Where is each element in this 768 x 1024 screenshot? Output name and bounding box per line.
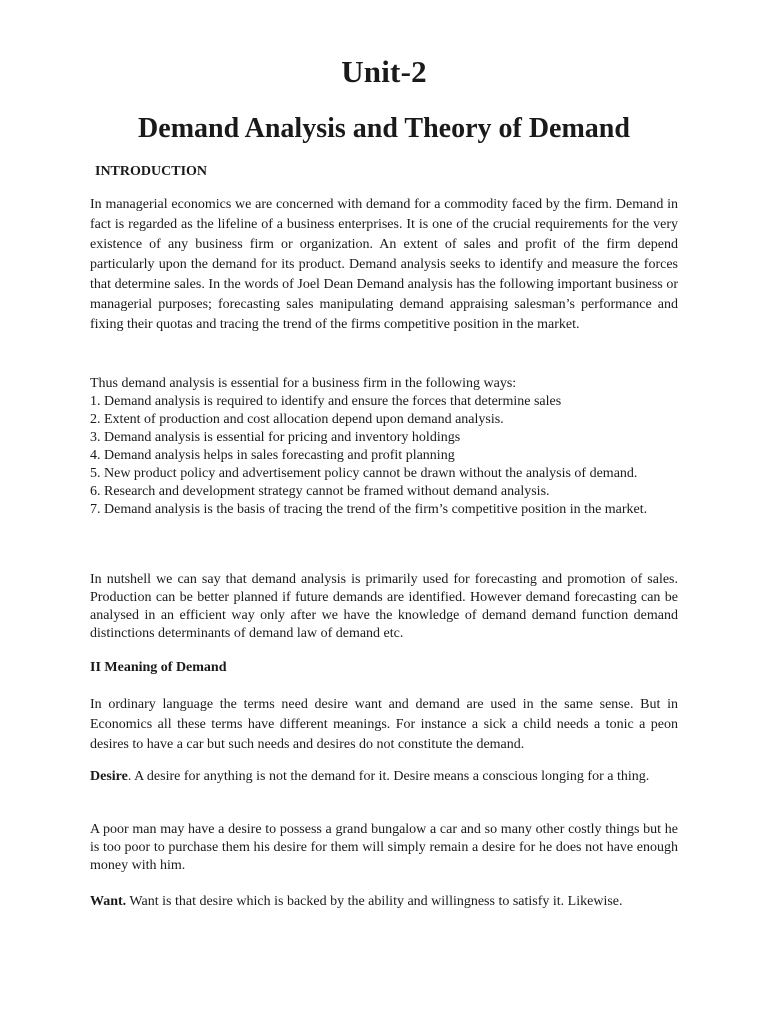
meaning-heading: II Meaning of Demand [90, 660, 227, 675]
nutshell-paragraph: In nutshell we can say that demand analysis is primarily used for forecasting and promotion of sales. Production can be better planned if future demands are identified. However demand forecasting can be analysed in an efficient way only after we have the knowledge of demand demand function demand distinctions determinants of demand law of demand etc. [90, 572, 678, 641]
list-item: 3. Demand analysis is essential for pricing and inventory holdings [90, 430, 461, 445]
ordinary-language-paragraph: In ordinary language the terms need desire want and demand are used in the same sense. But in Economics all these terms have different meanings. For instance a sick a child needs a tonic a peon desires to have a car but such needs and desires do not constitute the demand. [90, 697, 678, 752]
list-item: 5. New product policy and advertisement policy cannot be drawn without the analysis of demand. [90, 466, 638, 481]
want-paragraph [90, 892, 678, 912]
introduction-paragraph: In managerial economics we are concerned with demand for a commodity faced by the firm. Demand in fact is regarded as the lifeline of a business enterprises. It is one of the crucial requirements for the very existence of any business firm or organization. An extent of sales and profit of the firm depend particularly upon the demand for its product. Demand analysis seeks to identify and measure the forces that determine sales. In the words of Joel Dean Demand analysis has the following important business or managerial purposes; forecasting sales manipulating demand appraising salesman’s performance and fixing their quotas and tracing the trend of the firms competitive position in the market. [90, 197, 678, 332]
purposes-list [90, 393, 678, 519]
purposes-list-block [90, 375, 678, 519]
list-lead: Thus demand analysis is essential for a business firm in the following ways: [90, 376, 517, 391]
list-item: 4. Demand analysis helps in sales forecasting and profit planning [90, 448, 455, 463]
poor-man-paragraph: A poor man may have a desire to possess a grand bungalow a car and so many other costly things but he is too poor to purchase them his desire for them will simply remain a desire for he does not have enough money with him. [90, 822, 678, 873]
want-term: Want. [90, 894, 127, 909]
introduction-heading: INTRODUCTION [95, 164, 208, 179]
unit-title: Unit-2 [341, 54, 427, 89]
list-item: 6. Research and development strategy cannot be framed without demand analysis. [90, 484, 550, 499]
list-item: 2. Extent of production and cost allocation depend upon demand analysis. [90, 412, 504, 427]
desire-definition: . A desire for anything is not the demand for it. Desire means a conscious longing for a thing. [127, 769, 650, 784]
desire-term: Desire [90, 769, 128, 784]
list-item: 7. Demand analysis is the basis of tracing the trend of the firm’s competitive position in the market. [90, 502, 648, 517]
document-title: Demand Analysis and Theory of Demand [138, 113, 630, 144]
want-definition: Want is that desire which is backed by the ability and willingness to satisfy it. Likewise. [126, 894, 623, 909]
list-item: 1. Demand analysis is required to identify and ensure the forces that determine sales [90, 394, 562, 409]
desire-paragraph [90, 767, 678, 787]
